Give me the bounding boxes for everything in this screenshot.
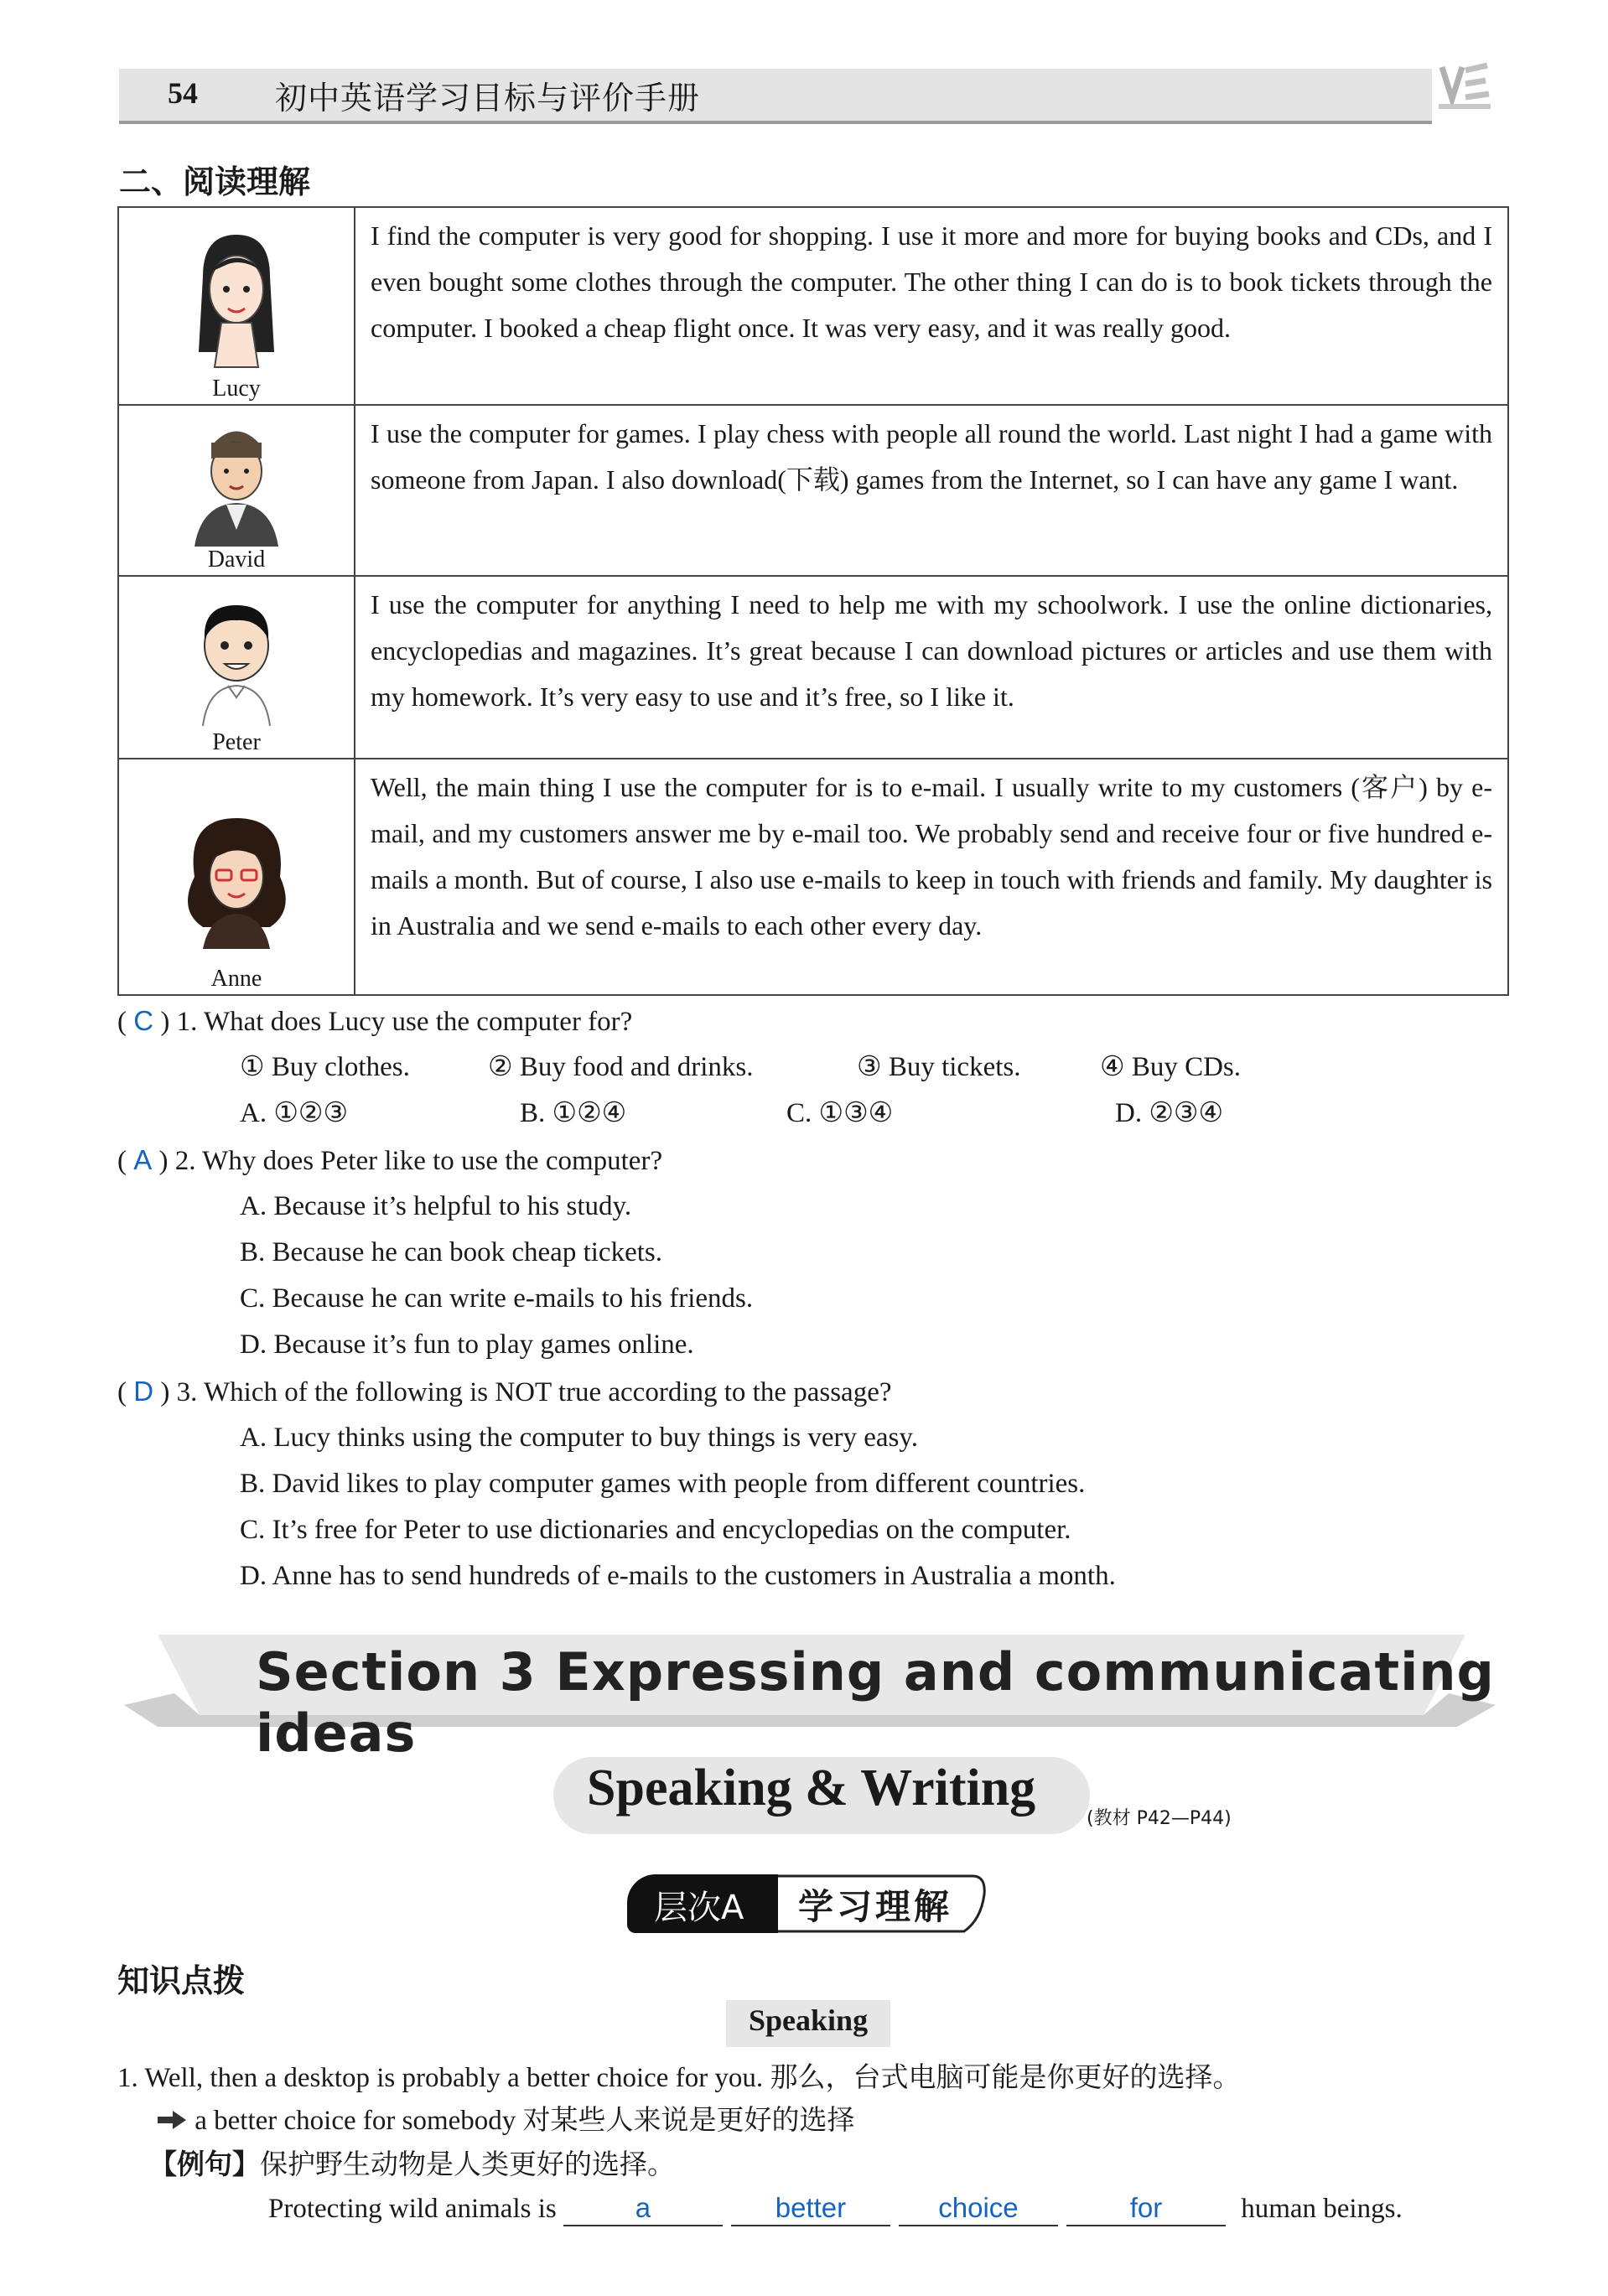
question-2-stem-line: ( A ) 2. Why does Peter like to use the computer?	[117, 1144, 663, 1176]
blank-3[interactable]: choice	[899, 2191, 1058, 2226]
question-1-stem-line: ( C ) 1. What does Lucy use the computer for?	[117, 1005, 633, 1037]
blank-4[interactable]: for	[1066, 2191, 1226, 2226]
question-1-number: 1.	[176, 1007, 198, 1037]
person-name-anne: Anne	[210, 966, 262, 992]
q2-option-a: A. Because it’s helpful to his study.	[240, 1191, 632, 1221]
knowledge-heading: 知识点拨	[117, 1962, 246, 1999]
phrase-zh: 对某些人来说是更好的选择	[522, 2103, 855, 2136]
publisher-logo-icon	[1435, 59, 1494, 121]
q3-option-b: B. David likes to play computer games with people from different countries.	[240, 1469, 1086, 1499]
q3-option-a: A. Lucy thinks using the computer to buy things is very easy.	[240, 1423, 918, 1453]
phrase-en: a better choice for somebody	[195, 2106, 516, 2136]
q1-option-d: D. ②③④	[1115, 1098, 1224, 1128]
lucy-avatar-icon	[178, 226, 295, 369]
level-tag-label: 层次A	[654, 1889, 744, 1927]
q2-option-b: B. Because he can book cheap tickets.	[240, 1237, 662, 1267]
q1-option-c: C. ①③④	[786, 1098, 894, 1128]
person-text-peter: I use the computer for anything I need to help me with my schoolwork. I use the online dictionaries, encyclopedias and magazines. It’s great because I can download pictures or articles and use them with my homework. It’s very easy to use and it’s free, so I like it.	[355, 576, 1508, 759]
q2-option-d: D. Because it’s fun to play games online.	[240, 1329, 694, 1360]
exercise-line	[268, 2191, 1403, 2226]
table-row	[118, 207, 1508, 405]
reading-heading: 二、阅读理解	[119, 163, 311, 200]
example-zh: 保护野生动物是人类更好的选择。	[260, 2148, 675, 2180]
answer-1: C	[133, 1005, 154, 1036]
q3-option-d: D. Anne has to send hundreds of e-mails to the customers in Australia a month.	[240, 1561, 1116, 1591]
section-banner-title: Section 3 Expressing and communicating ideas	[256, 1641, 1495, 1764]
arrow-right-icon	[156, 2109, 188, 2131]
person-text-david: I use the computer for games. I play chess with people all round the world. Last night I had a game with someone from Japan. I also download(下载) games from the Internet, so I can have any game I want.	[355, 405, 1508, 576]
textbook-reference: (教材 P42—P44)	[1087, 1808, 1232, 1829]
table-row	[118, 405, 1508, 576]
q1-item-4: ④ Buy CDs.	[1100, 1052, 1242, 1082]
level-name: 学习理解	[798, 1886, 953, 1927]
answer-3: D	[133, 1376, 154, 1407]
person-name-david: David	[207, 547, 266, 573]
question-2-stem: Why does Peter like to use the computer?	[202, 1146, 663, 1176]
person-text-lucy: I find the computer is very good for shopping. I use it more and more for buying books and CDs, and I even bought some clothes through the computer. The other thing I can do is to book tickets through the computer. I booked a cheap flight once. It was very easy, and it was really good.	[355, 207, 1508, 405]
example-tag: 【例句】	[149, 2148, 260, 2180]
q1-item-2: ② Buy food and drinks.	[488, 1052, 754, 1082]
example-line	[149, 2148, 675, 2182]
phrase-line	[156, 2103, 855, 2138]
question-3-stem: Which of the following is NOT true according to the passage?	[204, 1377, 892, 1407]
person-cell	[118, 405, 355, 576]
table-row	[118, 576, 1508, 759]
question-3-number: 3.	[176, 1377, 198, 1407]
point-1-translation: 那么，台式电脑可能是你更好的选择。	[770, 2060, 1241, 2093]
peter-avatar-icon	[178, 597, 295, 726]
book-title: 初中英语学习目标与评价手册	[275, 80, 701, 117]
point-1-number: 1.	[117, 2063, 138, 2093]
person-cell	[118, 759, 355, 995]
q1-item-3: ③ Buy tickets.	[857, 1052, 1021, 1082]
blank-1[interactable]: a	[563, 2191, 723, 2226]
point-1-sentence-line	[117, 2060, 1240, 2095]
q1-option-b: B. ①②④	[520, 1098, 627, 1128]
person-text-anne: Well, the main thing I use the computer for is to e-mail. I usually write to my customers (客户) by e-mail, and my customers answer me by e-mail too. We probably send and receive four or five hundred e-mails a month. But of course, I also use e-mails to keep in touch with friends and family. My daughter is in Australia and we send e-mails to each other every day.	[355, 759, 1508, 995]
person-name-lucy: Lucy	[212, 376, 261, 402]
exercise-end: human beings.	[1241, 2194, 1403, 2224]
table-row	[118, 759, 1508, 995]
person-cell	[118, 207, 355, 405]
q2-option-c: C. Because he can write e-mails to his friends.	[240, 1283, 754, 1314]
blank-2[interactable]: better	[731, 2191, 890, 2226]
q3-option-c: C. It’s free for Peter to use dictionaries and encyclopedias on the computer.	[240, 1515, 1071, 1545]
page-number: 54	[168, 76, 198, 110]
anne-avatar-icon	[169, 810, 303, 949]
q1-option-a: A. ①②③	[240, 1098, 349, 1128]
exercise-start: Protecting wild animals is	[268, 2194, 557, 2224]
reading-table	[117, 206, 1509, 996]
point-1-sentence: Well, then a desktop is probably a better choice for you.	[144, 2063, 764, 2093]
person-cell	[118, 576, 355, 759]
david-avatar-icon	[178, 421, 295, 547]
speaking-subheading: Speaking	[749, 2003, 869, 2037]
question-1-stem: What does Lucy use the computer for?	[204, 1007, 633, 1037]
question-3-stem-line: ( D ) 3. Which of the following is NOT true according to the passage?	[117, 1376, 892, 1407]
speaking-writing-title: Speaking & Writing	[587, 1760, 1036, 1817]
person-name-peter: Peter	[212, 729, 261, 755]
q1-item-1: ① Buy clothes.	[240, 1052, 410, 1082]
answer-2: A	[133, 1144, 153, 1175]
question-2-number: 2.	[174, 1146, 196, 1176]
